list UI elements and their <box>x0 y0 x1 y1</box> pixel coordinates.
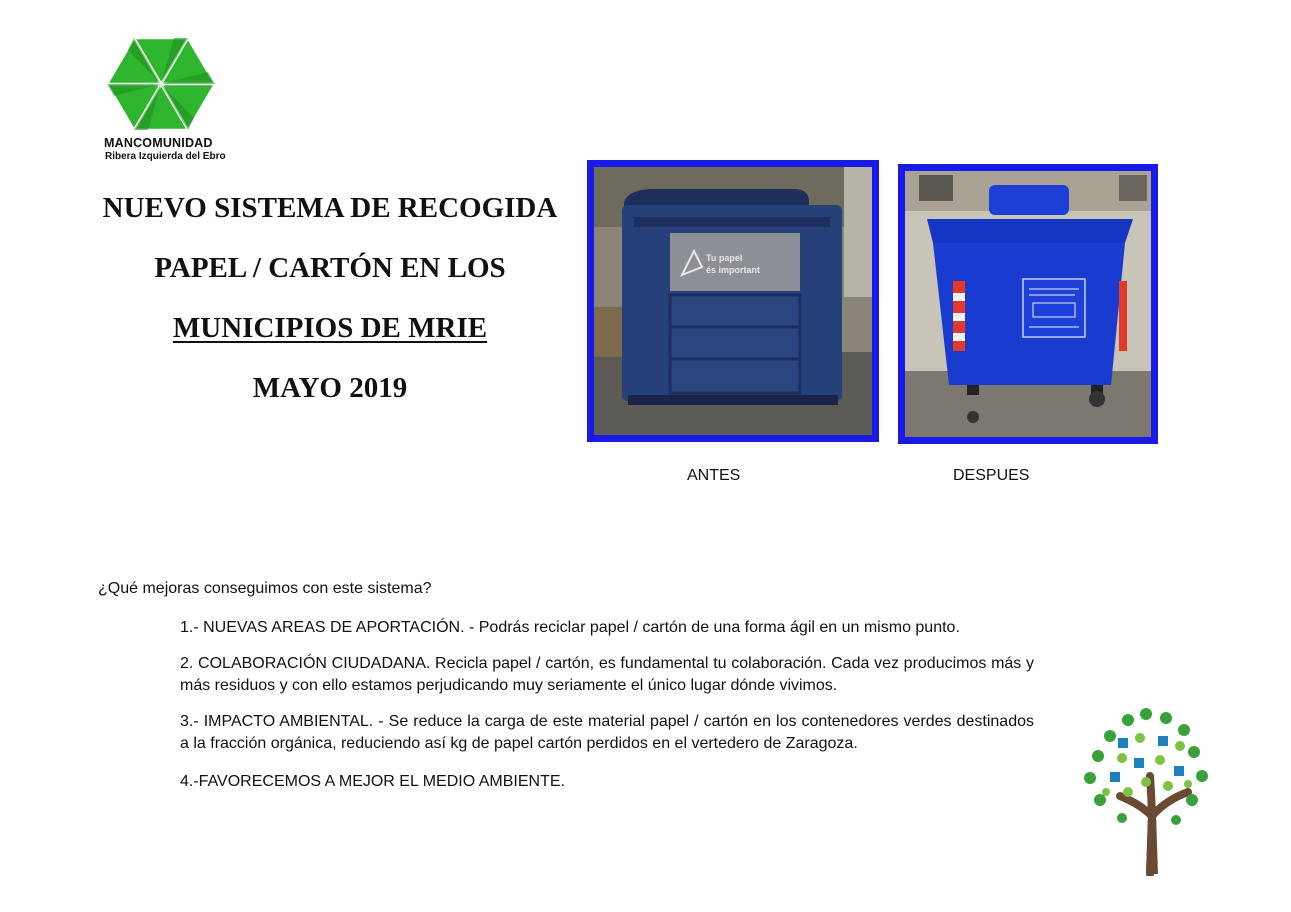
intro-question: ¿Qué mejoras conseguimos con este sistema? <box>98 580 432 597</box>
new-container-image <box>905 171 1151 437</box>
benefit-item-1: 1.- NUEVAS AREAS DE APORTACIÓN. - Podrás reciclar papel / cartón de una forma ágil en un mismo punto. <box>180 619 960 636</box>
sign-line-2: és important <box>706 265 761 275</box>
title-line-3-text: MUNICIPIOS DE MRIE <box>172 312 488 344</box>
eco-tree-illustration <box>1070 696 1220 876</box>
org-subtitle: Ribera Izquierda del Ebro <box>105 151 226 162</box>
benefit-item-4: 4.-FAVORECEMOS A MEJOR EL MEDIO AMBIENTE. <box>180 773 565 790</box>
photo-before <box>587 160 879 442</box>
caption-after: DESPUES <box>953 467 1030 484</box>
title-line-1: NUEVO SISTEMA DE RECOGIDA <box>102 192 558 224</box>
title-line-3 <box>90 308 570 368</box>
benefits-list <box>180 617 1034 807</box>
photo-after <box>898 164 1158 444</box>
sign-line-1: Tu papel <box>706 253 743 263</box>
title-line-4: MAYO 2019 <box>252 372 408 404</box>
hexagon-logo-icon <box>104 36 234 136</box>
org-name: MANCOMUNIDAD <box>104 136 213 150</box>
caption-before: ANTES <box>687 467 741 484</box>
benefit-item-3: 3.- IMPACTO AMBIENTAL. - Se reduce la carga de este material papel / cartón en los contenedores verdes destinados a la fracción orgánica, reduciendo así kg de papel cartón perdidos en el vertedero de Zaragoza. <box>180 713 1034 752</box>
title-line-2: PAPEL / CARTÓN EN LOS <box>154 252 506 284</box>
benefit-item-2: 2. COLABORACIÓN CIUDADANA. Recicla papel / cartón, es fundamental tu colaboración. Cada vez producimos más y más residuos y con ello estamos perjudicando muy seriamente el único lugar dónde vivimos. <box>180 655 1034 694</box>
old-container-image <box>594 167 872 435</box>
eco-tree-icon <box>1070 696 1220 876</box>
page-title <box>90 188 570 428</box>
